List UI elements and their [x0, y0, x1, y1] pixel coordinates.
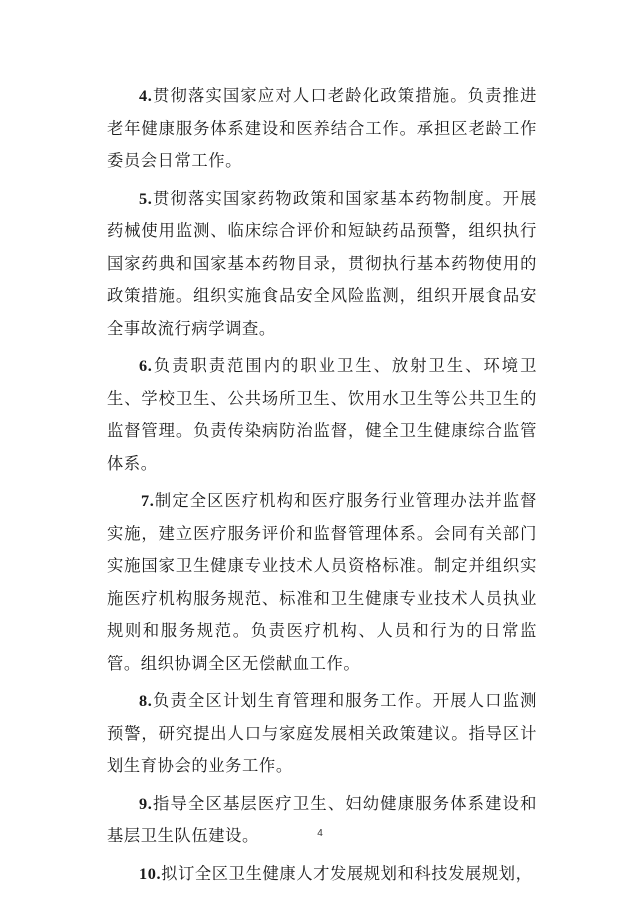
item-number: 9.: [139, 793, 153, 813]
page-number: 4: [317, 828, 323, 839]
paragraph-text: 制定全区医疗机构和医疗服务行业管理办法并监督实施，建立医疗服务评价和监督管理体系。会同有关部门实施国家卫生健康专业技术人员资格标准。制定并组织实施医疗机构服务规范、标准和卫生健康专业技术人员执业规则和服务规范。负责医疗机构、人员和行为的日常监管。组织协调全区无偿献血工作。: [107, 491, 537, 673]
item-number: 5.: [139, 188, 153, 208]
paragraph-text: 贯彻落实国家应对人口老龄化政策措施。负责推进老年健康服务体系建设和医养结合工作。承担区老龄工作委员会日常工作。: [107, 86, 537, 170]
paragraph-9: [107, 788, 537, 853]
paragraph-text: 拟订全区卫生健康人才发展规划和科技发展规划，: [161, 863, 533, 883]
paragraph-5: [107, 183, 537, 346]
item-number: 7.: [141, 491, 155, 510]
body-text: [107, 80, 537, 895]
paragraph-6: [107, 350, 537, 480]
paragraph-text: 贯彻落实国家药物政策和国家基本药物制度。开展药械使用监测、临床综合评价和短缺药品预警，组织执行国家药典和国家基本药物目录，贯彻执行基本药物使用的政策措施。组织实施食品安全风险监测，组织开展食品安全事故流行病学调查。: [107, 188, 537, 338]
item-number: 6.: [139, 356, 153, 375]
paragraph-text: 负责全区计划生育管理和服务工作。开展人口监测预警，研究提出人口与家庭发展相关政策建议。指导区计划生育协会的业务工作。: [107, 691, 537, 775]
item-number: 10.: [139, 863, 162, 883]
paragraph-4: [107, 80, 537, 178]
item-number: 8.: [139, 691, 153, 710]
paragraph-8: [107, 685, 537, 783]
paragraph-text: 指导全区基层医疗卫生、妇幼健康服务体系建设和基层卫生队伍建设。: [107, 793, 537, 845]
paragraph-text: 负责职责范围内的职业卫生、放射卫生、环境卫生、学校卫生、公共场所卫生、饮用水卫生等公共卫生的监督管理。负责传染病防治监督，健全卫生健康综合监管体系。: [107, 356, 537, 473]
paragraph-10: [107, 858, 537, 891]
paragraph-7: [107, 485, 537, 680]
item-number: 4.: [139, 86, 153, 105]
